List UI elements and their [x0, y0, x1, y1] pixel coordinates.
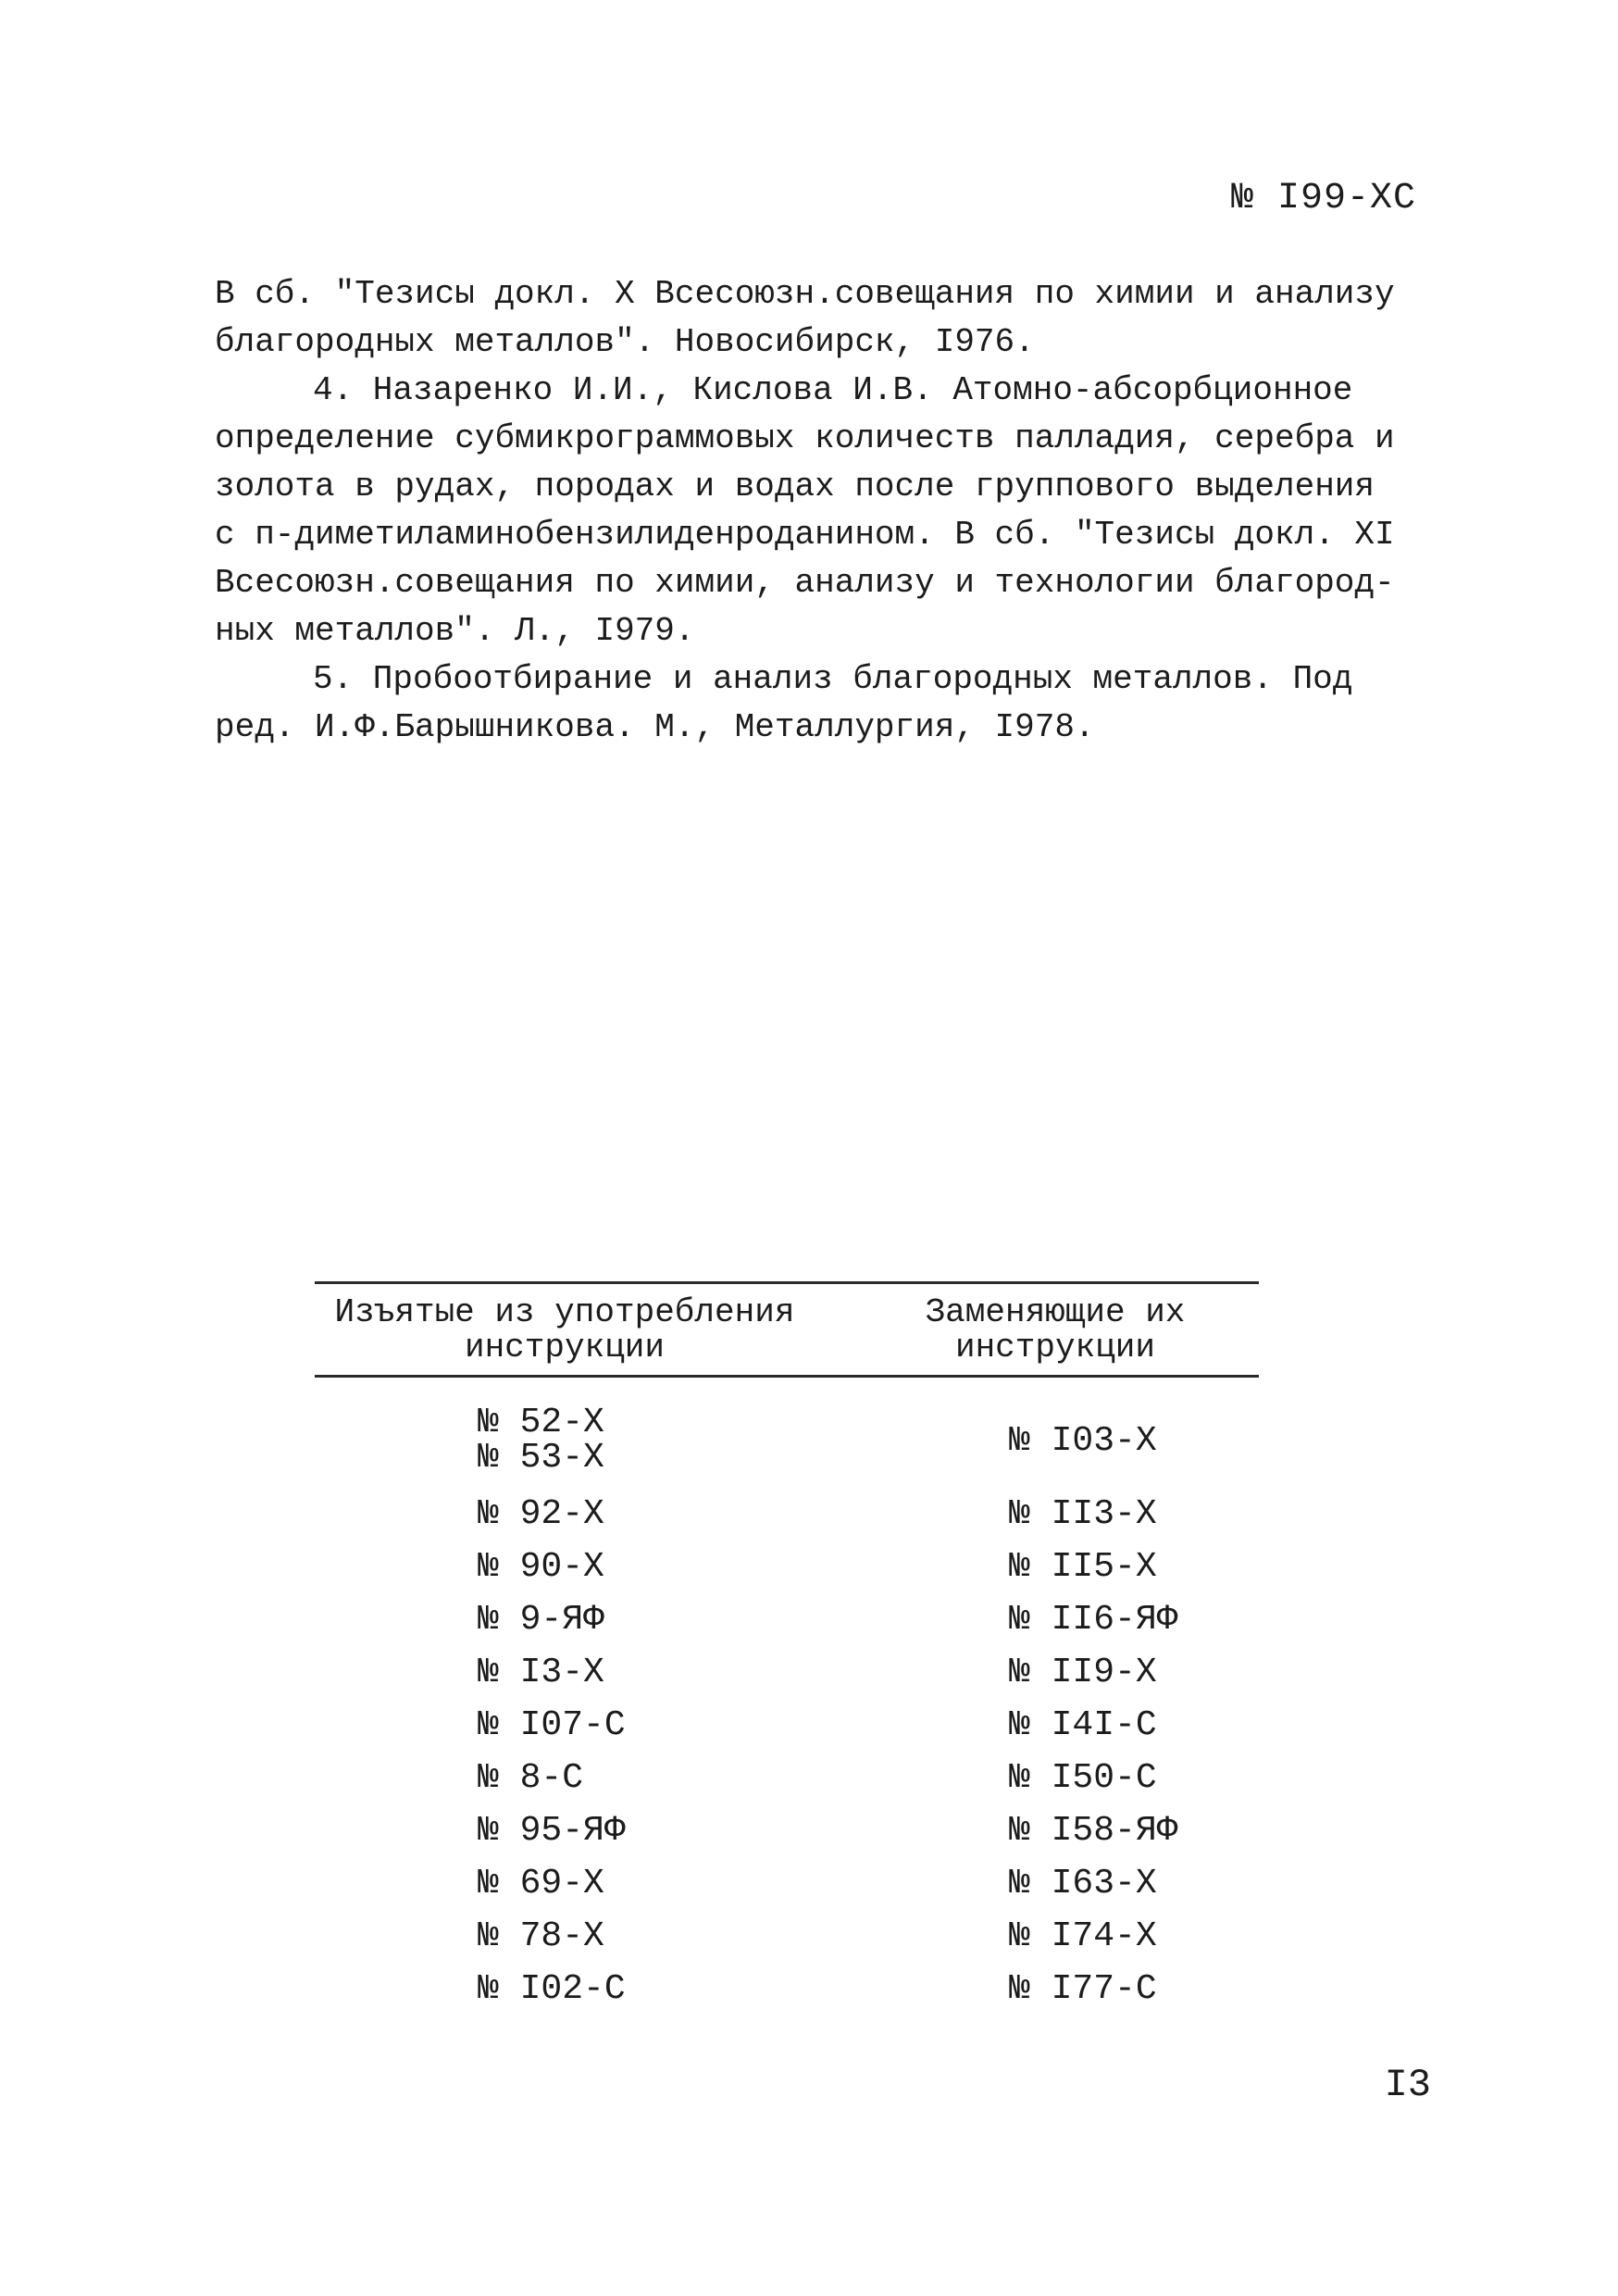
- replacing-cell: № I58-ЯФ: [1009, 1811, 1178, 1851]
- reference-line: В сб. "Тезисы докл. X Всесоюзн.совещания по химии и анализу: [215, 275, 1395, 313]
- withdrawn-cell: № 95-ЯФ: [478, 1810, 626, 1851]
- reference-line: с п-диметиламинобензилиденроданином. В сб. "Тезисы докл. XI: [215, 516, 1395, 554]
- withdrawn-cell: № 52-X № 53-X: [478, 1403, 604, 1478]
- document-number: № I99-XC: [1230, 178, 1416, 219]
- table-row: [315, 1653, 1259, 1692]
- reference-line: 5. Пробоотбирание и анализ благородных металлов. Под: [313, 660, 1353, 698]
- table-row: [315, 1547, 1259, 1587]
- reference-line: 4. Назаренко И.И., Кислова И.В. Атомно-абсорбционное: [313, 371, 1353, 409]
- withdrawn-cell: № 9-ЯФ: [478, 1599, 604, 1640]
- withdrawn-cell: № I07-C: [478, 1704, 626, 1745]
- table-row: [315, 1405, 1259, 1476]
- withdrawn-cell: № 69-X: [478, 1863, 604, 1903]
- withdrawn-cell: № 90-X: [478, 1546, 604, 1587]
- header-withdrawn: Изъятые из употребления инструкции: [334, 1293, 795, 1366]
- replacing-cell: № II6-ЯФ: [1009, 1600, 1178, 1640]
- withdrawn-cell: № 78-X: [478, 1915, 604, 1956]
- reference-line: ред. И.Ф.Барышникова. М., Металлургия, I978.: [215, 708, 1095, 746]
- withdrawn-cell: № 92-X: [478, 1493, 604, 1534]
- references-block: [215, 270, 1418, 752]
- withdrawn-cell: № 8-C: [478, 1757, 584, 1798]
- replacing-cell: № I4I-C: [1009, 1705, 1157, 1745]
- replacing-cell: № II9-X: [1009, 1653, 1157, 1692]
- reference-line: ных металлов". Л., I979.: [215, 612, 695, 650]
- replacing-cell: № I50-C: [1009, 1758, 1157, 1798]
- withdrawn-cell: № I3-X: [478, 1652, 604, 1692]
- table-header-rule: [315, 1375, 1259, 1378]
- table-row: [315, 1494, 1259, 1534]
- table-row: [315, 1811, 1259, 1851]
- table-body: [315, 1405, 1259, 2009]
- page-number: I3: [1384, 2063, 1431, 2107]
- withdrawn-cell: № I02-C: [478, 1968, 626, 2009]
- table-row: [315, 1916, 1259, 1956]
- reference-line: Всесоюзн.совещания по химии, анализу и технологии благород-: [215, 564, 1395, 602]
- replacing-cell: № II3-X: [1009, 1494, 1157, 1534]
- replacing-cell: № I03-X: [1009, 1420, 1157, 1461]
- replacing-cell: № I63-X: [1009, 1864, 1157, 1903]
- replacing-cell: № II5-X: [1009, 1547, 1157, 1587]
- table-row: [315, 1758, 1259, 1798]
- table-row: [315, 1705, 1259, 1745]
- replacing-cell: № I77-C: [1009, 1969, 1157, 2009]
- reference-line: определение субмикрограммовых количеств палладия, серебра и: [215, 419, 1395, 457]
- replacement-table: [315, 1281, 1259, 2022]
- reference-line: золота в рудах, породах и водах после группового выделения: [215, 468, 1375, 505]
- table-header: [315, 1284, 1259, 1366]
- reference-line: благородных металлов". Новосибирск, I976.: [215, 323, 1035, 361]
- replacing-cell: № I74-X: [1009, 1916, 1157, 1956]
- table-row: [315, 1969, 1259, 2009]
- table-row: [315, 1600, 1259, 1640]
- header-replacing: Заменяющие их инструкции: [925, 1293, 1186, 1366]
- table-row: [315, 1864, 1259, 1903]
